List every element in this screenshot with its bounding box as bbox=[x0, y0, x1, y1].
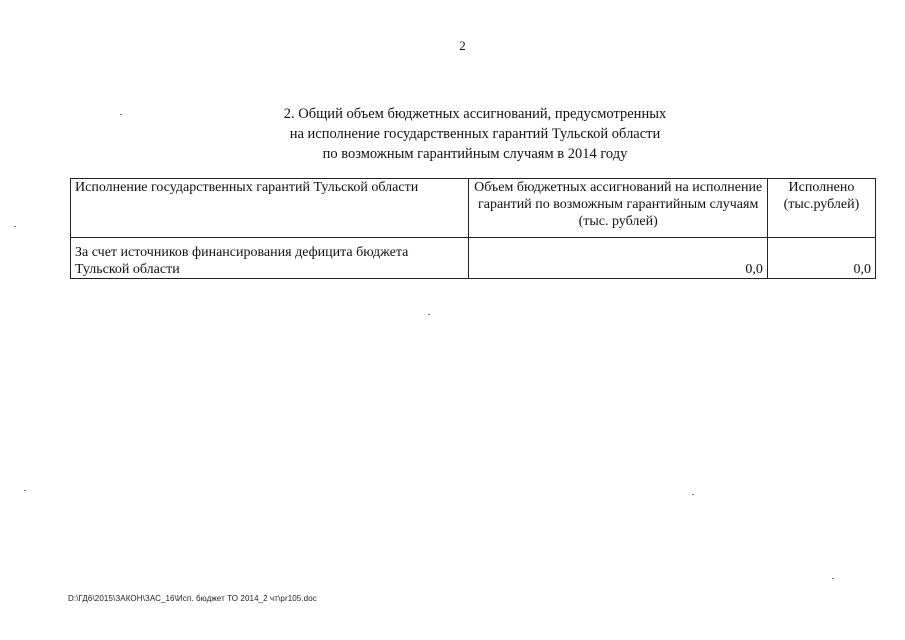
section-title bbox=[230, 104, 720, 164]
row-label: За счет источников финансирования дефицита бюджета Тульской области bbox=[71, 238, 469, 279]
scan-speck bbox=[832, 578, 834, 579]
section-title-line-3: по возможным гарантийным случаям в 2014 году bbox=[322, 146, 628, 162]
scan-speck bbox=[692, 494, 694, 495]
section-title-line-1: 2. Общий объем бюджетных ассигнований, предусмотренных bbox=[283, 106, 667, 122]
header-planned-allocations: Объем бюджетных ассигнований на исполнение гарантий по возможным гарантийным случаям (тыс. рублей) bbox=[469, 179, 767, 238]
row-executed-value: 0,0 bbox=[767, 238, 875, 279]
table-header-row bbox=[71, 179, 876, 238]
footer-file-path: D:\ГД6\2015\ЗАКОН\ЗАС_16\Исп. бюджет ТО 2014_2 чт\pr105.doc bbox=[68, 594, 317, 603]
header-guarantee-execution: Исполнение государственных гарантий Тульской области bbox=[71, 179, 469, 238]
scan-speck bbox=[14, 226, 16, 227]
scan-speck bbox=[428, 314, 430, 315]
table-row bbox=[71, 238, 876, 279]
header-executed: Исполнено (тыс.рублей) bbox=[767, 179, 875, 238]
scan-speck bbox=[24, 490, 26, 491]
guarantee-table bbox=[70, 178, 876, 279]
row-planned-value: 0,0 bbox=[469, 238, 767, 279]
section-title-line-2: на исполнение государственных гарантий Тульской области bbox=[289, 126, 661, 142]
page-number: 2 bbox=[459, 38, 466, 53]
scan-speck bbox=[120, 114, 122, 115]
